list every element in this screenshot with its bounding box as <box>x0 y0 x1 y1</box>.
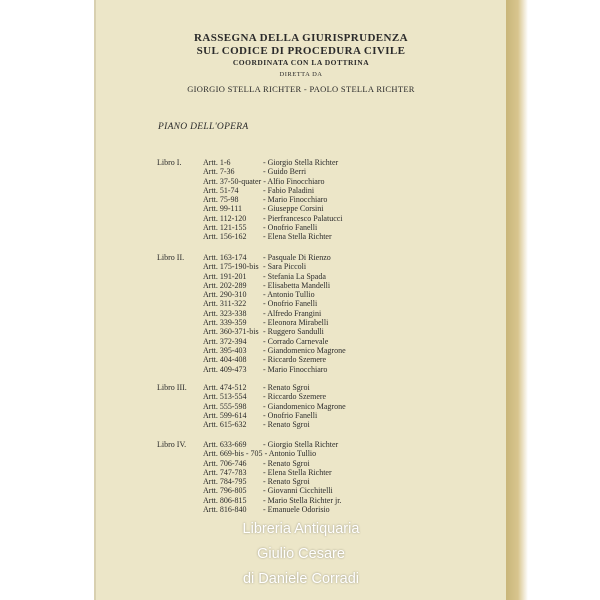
article-range: Artt. 747-783 <box>203 467 247 477</box>
article-range: Artt. 360-371-bis <box>203 327 259 337</box>
list-item <box>203 204 343 213</box>
libro-label: Libro III. <box>157 383 187 392</box>
title-line-1: RASSEGNA DELLA GIURISPRUDENZA <box>194 32 408 44</box>
list-item <box>203 459 341 468</box>
article-range: Artt. 706-746 <box>203 458 247 468</box>
article-range: Artt. 323-338 <box>203 308 247 318</box>
plan-title: PIANO DELL'OPERA <box>158 122 249 132</box>
article-range: Artt. 37-50-quater <box>203 176 262 186</box>
author-name: - Renato Sgroi <box>263 458 310 468</box>
list-item <box>203 468 341 477</box>
list-item <box>203 281 346 290</box>
author-name: - Elena Stella Richter <box>263 467 332 477</box>
list-item <box>203 365 346 374</box>
list-item <box>203 411 346 420</box>
watermark-line-1: Libreria Antiquaria <box>242 521 360 537</box>
article-range: Artt. 395-403 <box>203 345 247 355</box>
author-name: - Mario Stella Richter jr. <box>263 495 342 505</box>
list-item <box>203 402 346 411</box>
list-item <box>203 346 346 355</box>
article-range: Artt. 290-310 <box>203 290 247 300</box>
list-item <box>203 186 343 195</box>
list-item <box>203 440 341 449</box>
author-name: - Giorgio Stella Richter <box>263 440 339 449</box>
entries-list <box>203 158 343 242</box>
list-item <box>203 318 346 327</box>
author-name: - Giandomenico Magrone <box>263 345 346 355</box>
watermark-line-3: di Daniele Corradi <box>242 571 360 587</box>
article-range: Artt. 404-408 <box>203 355 247 365</box>
list-item <box>203 486 341 495</box>
author-name: - Renato Sgroi <box>263 477 310 487</box>
article-range: Artt. 311-322 <box>203 299 247 309</box>
list-item <box>203 420 346 429</box>
article-range: Artt. 121-155 <box>203 223 247 233</box>
author-name: - Elisabetta Mandelli <box>263 280 331 290</box>
list-item <box>203 383 346 392</box>
article-range: Artt. 75-98 <box>203 195 239 205</box>
article-range: Artt. 599-614 <box>203 410 247 420</box>
list-item <box>203 214 343 223</box>
directed-by-label: DIRETTA DA <box>279 71 323 78</box>
article-range: Artt. 156-162 <box>203 232 247 242</box>
article-range: Artt. 555-598 <box>203 401 247 411</box>
article-range: Artt. 99-111 <box>203 204 242 214</box>
list-item <box>203 392 346 401</box>
article-range: Artt. 1-6 <box>203 158 231 167</box>
author-name: - Giuseppe Corsini <box>263 204 324 214</box>
libro-label: Libro II. <box>157 253 185 262</box>
entries-list <box>203 440 341 514</box>
article-range: Artt. 191-201 <box>203 271 247 281</box>
list-item <box>203 223 343 232</box>
list-item <box>203 505 341 514</box>
author-name: - Renato Sgroi <box>263 383 310 392</box>
title-line-2: SUL CODICE DI PROCEDURA CIVILE <box>196 44 406 57</box>
author-name: - Stefania La Spada <box>263 271 326 281</box>
article-range: Artt. 339-359 <box>203 318 247 328</box>
author-name: - Giorgio Stella Richter <box>263 158 339 167</box>
subtitle: COORDINATA CON LA DOTTRINA <box>232 58 370 67</box>
author-name: - Mario Finocchiaro <box>263 364 328 374</box>
article-range: Artt. 633-669 <box>203 440 247 449</box>
author-name: - Giandomenico Magrone <box>263 401 346 411</box>
list-item <box>203 309 346 318</box>
list-item <box>203 253 346 262</box>
book-spine <box>506 0 600 600</box>
author-name: - Elena Stella Richter <box>263 232 332 242</box>
author-name: - Eleonora Mirabelli <box>263 318 329 328</box>
author-name: - Mario Finocchiaro <box>263 195 328 205</box>
article-range: Artt. 7-36 <box>203 167 235 177</box>
article-range: Artt. 816-840 <box>203 505 247 515</box>
author-name: - Ruggero Sandulli <box>263 327 324 337</box>
article-range: Artt. 51-74 <box>203 185 239 195</box>
author-name: - Antonio Tullio <box>264 449 317 459</box>
article-range: Artt. 796-805 <box>203 486 247 496</box>
list-item <box>203 337 346 346</box>
libro-label: Libro I. <box>157 158 182 167</box>
list-item <box>203 496 341 505</box>
article-range: Artt. 409-473 <box>203 364 247 374</box>
article-range: Artt. 615-632 <box>203 420 247 430</box>
article-range: Artt. 175-190-bis <box>203 262 259 272</box>
author-name: - Onofrio Fanelli <box>263 223 318 233</box>
author-name: - Onofrio Fanelli <box>263 299 318 309</box>
entries-list <box>203 383 346 429</box>
libro-label: Libro IV. <box>157 440 187 449</box>
article-range: Artt. 202-289 <box>203 280 247 290</box>
list-item <box>203 477 341 486</box>
author-name: - Sara Piccoli <box>263 262 307 272</box>
entries-list <box>203 253 346 374</box>
author-name: - Corrado Carnevale <box>263 336 329 346</box>
article-range: Artt. 806-815 <box>203 495 247 505</box>
author-name: - Guido Berri <box>263 167 307 177</box>
article-range: Artt. 784-795 <box>203 477 247 487</box>
list-item <box>203 290 346 299</box>
author-name: - Antonio Tullio <box>263 290 315 300</box>
watermark-line-2: Giulio Cesare <box>257 546 345 562</box>
author-name: - Onofrio Fanelli <box>263 410 318 420</box>
list-item <box>203 355 346 364</box>
author-name: - Pasquale Di Rienzo <box>263 253 331 262</box>
author-name: - Riccardo Szemere <box>263 355 327 365</box>
article-range: Artt. 669-bis - 705 <box>203 449 263 459</box>
author-name: - Riccardo Szemere <box>263 392 327 402</box>
list-item <box>203 272 346 281</box>
article-range: Artt. 474-512 <box>203 383 247 392</box>
list-item <box>203 449 341 458</box>
list-item <box>203 158 343 167</box>
list-item <box>203 262 346 271</box>
list-item <box>203 195 343 204</box>
author-name: - Renato Sgroi <box>263 420 310 430</box>
list-item <box>203 327 346 336</box>
page-title <box>96 32 506 57</box>
author-name: - Alfio Finocchiaro <box>263 176 325 186</box>
list-item <box>203 299 346 308</box>
author-name: - Pierfrancesco Palatucci <box>263 213 343 223</box>
author-name: - Alfredo Frangini <box>263 308 322 318</box>
article-range: Artt. 372-394 <box>203 336 247 346</box>
editors: GIORGIO STELLA RICHTER - PAOLO STELLA RICHTER <box>187 84 415 94</box>
author-name: - Giovanni Cicchitelli <box>263 486 333 496</box>
author-name: - Emanuele Odorisio <box>263 505 330 515</box>
book-page <box>96 0 506 600</box>
list-item <box>203 232 343 241</box>
article-range: Artt. 163-174 <box>203 253 247 262</box>
list-item <box>203 167 343 176</box>
article-range: Artt. 112-120 <box>203 213 247 223</box>
list-item <box>203 177 343 186</box>
author-name: - Fabio Paladini <box>263 185 315 195</box>
article-range: Artt. 513-554 <box>203 392 247 402</box>
